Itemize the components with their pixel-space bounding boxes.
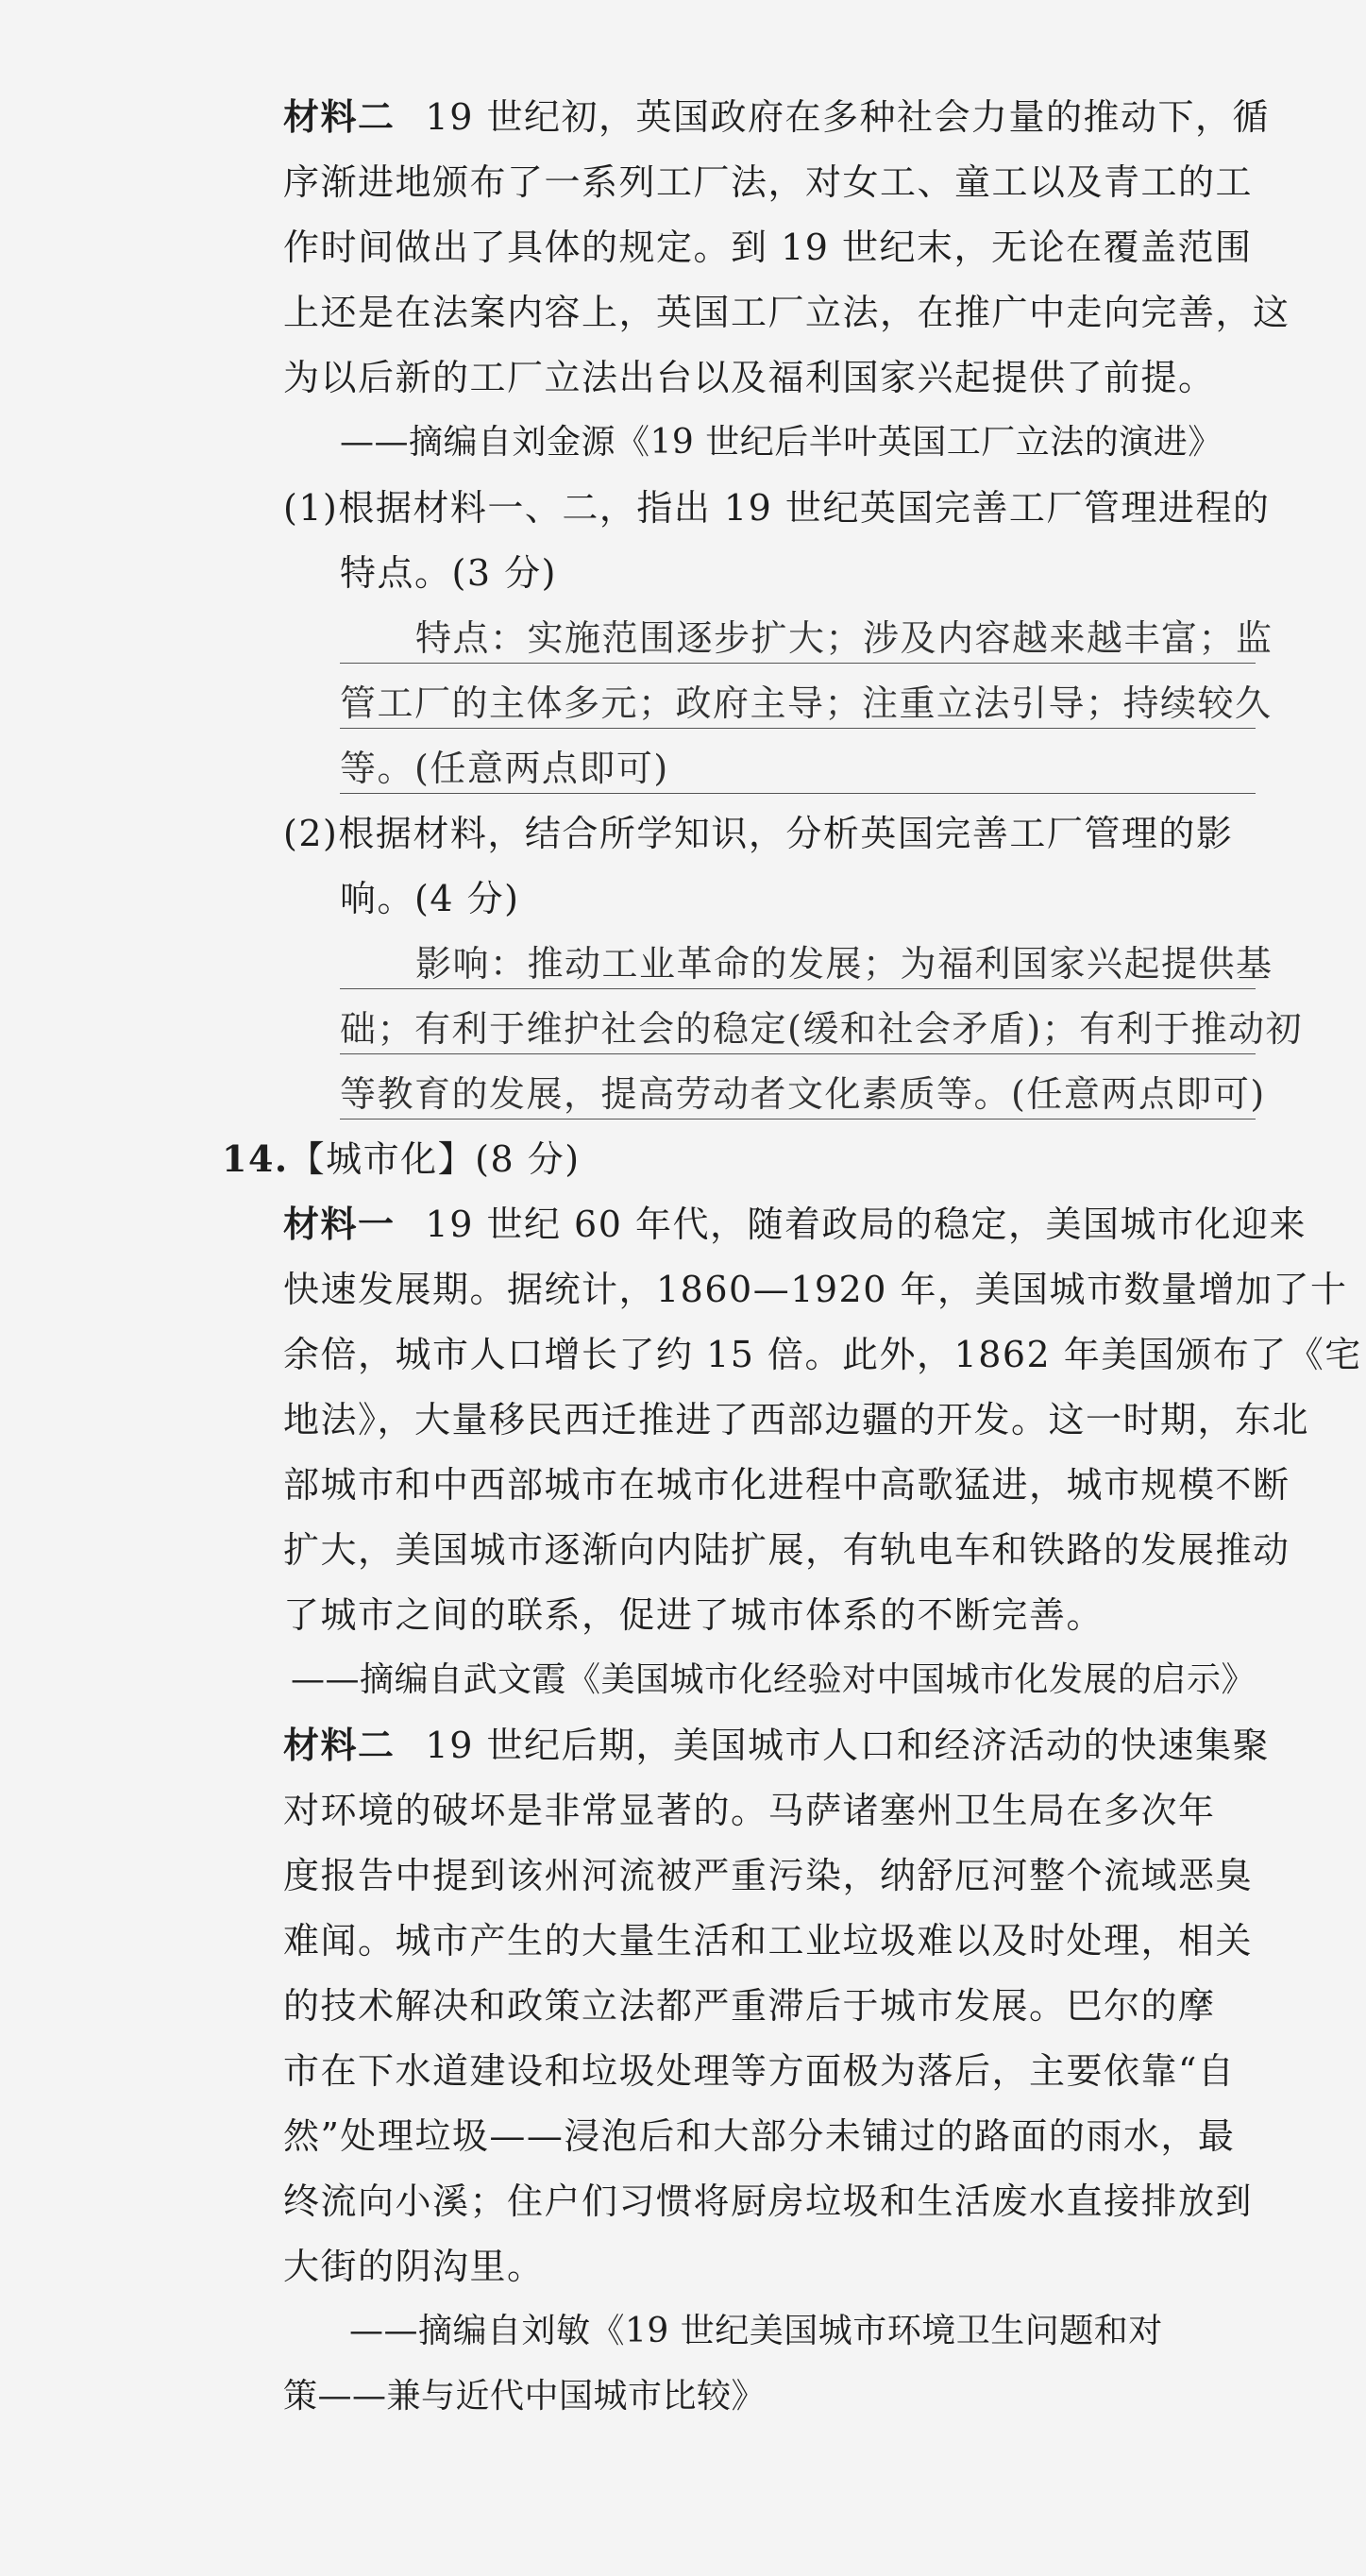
material-text: 扩大，美国城市逐渐向内陆扩展，有轨电车和铁路的发展推动 (283, 1529, 1290, 1571)
question-text: 特点。(3 分) (340, 552, 557, 594)
material-label: 材料二 (283, 95, 396, 138)
answer-underline (340, 1053, 1256, 1054)
answer-underline (340, 793, 1256, 794)
material-text: 快速发展期。据统计，1860—1920 年，美国城市数量增加了十 (283, 1269, 1348, 1310)
material-1-first-line (283, 1202, 1307, 1247)
material-text: 上还是在法案内容上，英国工厂立法，在推广中走向完善，这 (283, 292, 1290, 333)
material-label: 材料二 (283, 1724, 396, 1766)
answer-underline (340, 663, 1256, 664)
material-source: ——摘编自刘敏《19 世纪美国城市环境卫生问题和对 (349, 2312, 1163, 2350)
question-topic: 【城市化】 (288, 1138, 476, 1180)
material-text: 作时间做出了具体的规定。到 19 世纪末，无论在覆盖范围 (283, 227, 1253, 268)
answer-text: 管工厂的主体多元；政府主导；注重立法引导；持续较久 (340, 682, 1273, 724)
answer-text: 特点：实施范围逐步扩大；涉及内容越来越丰富；监 (415, 617, 1273, 659)
material-text: 度报告中提到该州河流被严重污染，纳舒厄河整个流域恶臭 (283, 1855, 1254, 1896)
answer-text: 等。(任意两点即可) (340, 748, 669, 789)
material-text: 市在下水道建设和垃圾处理等方面极为落后，主要依靠“自 (283, 2050, 1236, 2092)
material-text: 部城市和中西部城市在城市化进程中高歌猛进，城市规模不断 (283, 1464, 1290, 1506)
material-text: 了城市之间的联系，促进了城市体系的不断完善。 (283, 1594, 1105, 1636)
question-points: (8 分) (475, 1138, 581, 1180)
answer-underline (340, 988, 1256, 989)
material-text: 难闻。城市产生的大量生活和工业垃圾难以及时处理，相关 (283, 1920, 1254, 1961)
material-text: 对环境的破坏是非常显著的。马萨诸塞州卫生局在多次年 (283, 1790, 1216, 1831)
material-text: 19 世纪后期，美国城市人口和经济活动的快速集聚 (425, 1725, 1270, 1766)
answer-underline (340, 1119, 1256, 1120)
material-2-first-line (283, 94, 1270, 140)
material-text: 终流向小溪；住户们习惯将厨房垃圾和生活废水直接排放到 (283, 2180, 1254, 2222)
question-text: (2)根据材料，结合所学知识，分析英国完善工厂管理的影 (283, 813, 1234, 854)
question-text: (1)根据材料一、二，指出 19 世纪英国完善工厂管理进程的 (283, 487, 1271, 529)
material-source: ——摘编自武文霞《美国城市化经验对中国城市化发展的启示》 (291, 1660, 1256, 1699)
question-14-header (222, 1136, 581, 1182)
material-source: ——摘编自刘金源《19 世纪后半叶英国工厂立法的演进》 (340, 423, 1223, 462)
answer-text: 础；有利于维护社会的稳定(缓和社会矛盾)；有利于推动初 (340, 1008, 1304, 1050)
material-text: 然”处理垃圾——浸泡后和大部分未铺过的路面的雨水，最 (283, 2115, 1236, 2157)
material-text: 序渐进地颁布了一系列工厂法，对女工、童工以及青工的工 (283, 161, 1254, 203)
material-text: 为以后新的工厂立法出台以及福利国家兴起提供了前提。 (283, 357, 1216, 398)
material-text: 19 世纪 60 年代，随着政局的稳定，美国城市化迎来 (425, 1204, 1307, 1245)
answer-underline (340, 728, 1256, 729)
answer-text: 影响：推动工业革命的发展；为福利国家兴起提供基 (415, 943, 1273, 985)
material-label: 材料一 (283, 1203, 396, 1245)
question-number: 14. (222, 1137, 289, 1180)
answer-text: 等教育的发展，提高劳动者文化素质等。(任意两点即可) (340, 1073, 1266, 1115)
material-text: 大街的阴沟里。 (283, 2246, 545, 2287)
material-source: 策——兼与近代中国城市比较》 (283, 2377, 767, 2416)
material-2-first-line (283, 1723, 1270, 1768)
material-text: 地法》，大量移民西迁推进了西部边疆的开发。这一时期，东北 (283, 1399, 1310, 1440)
material-text: 的技术解决和政策立法都严重滞后于城市发展。巴尔的摩 (283, 1985, 1216, 2027)
question-text: 响。(4 分) (340, 878, 520, 919)
material-text: 余倍，城市人口增长了约 15 倍。此外，1862 年美国颁布了《宅 (283, 1334, 1362, 1375)
material-text: 19 世纪初，英国政府在多种社会力量的推动下，循 (425, 96, 1270, 138)
